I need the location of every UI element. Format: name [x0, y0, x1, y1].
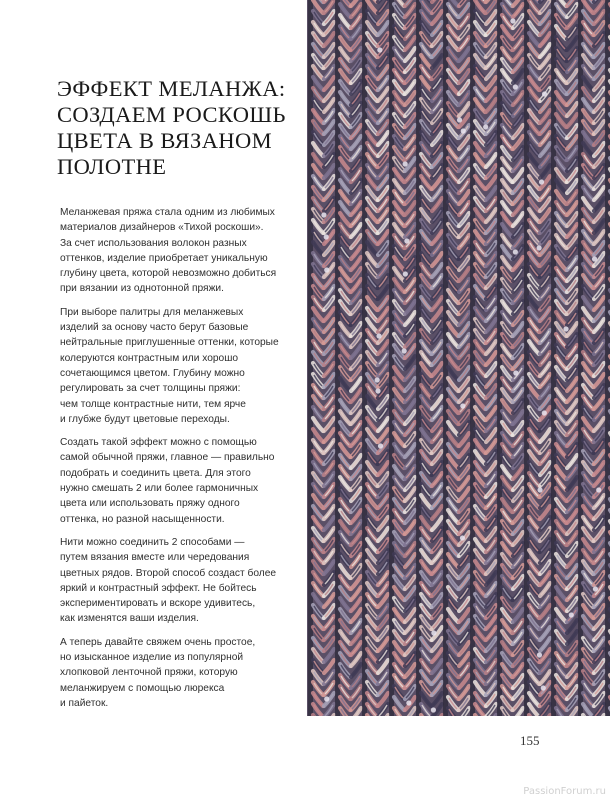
- paragraph-2: [60, 305, 300, 427]
- text-line: яркий и контрастный эффект. Не бойтесь: [60, 582, 257, 594]
- text-line: А теперь давайте свяжем очень простое,: [60, 636, 256, 648]
- text-line: самой обычной пряжи, главное — правильно: [60, 452, 275, 464]
- text-line: изделий за основу часто берут базовые: [60, 322, 249, 334]
- article-title: [57, 76, 297, 180]
- text-line: оттенков, изделие приобретает уникальную: [60, 252, 268, 264]
- text-line: Создать такой эффект можно с помощью: [60, 437, 257, 449]
- text-line: глубину цвета, которой невозможно добиться: [60, 268, 277, 280]
- watermark: PassionForum.ru: [523, 786, 606, 797]
- title-line: ЭФФЕКТ МЕЛАНЖА:: [57, 76, 286, 101]
- text-line: и глубже будут цветовые переходы.: [60, 413, 230, 425]
- text-line: экспериментировать и вскоре удивитесь,: [60, 598, 256, 610]
- title-line: ЦВЕТА В ВЯЗАНОМ: [57, 128, 273, 153]
- paragraph-3: [60, 435, 300, 527]
- title-line: ПОЛОТНЕ: [57, 154, 167, 179]
- article-body: [60, 205, 300, 719]
- text-line: Нити можно соединить 2 способами —: [60, 536, 245, 548]
- text-line: путем вязания вместе или чередования: [60, 552, 250, 564]
- text-line: хлопковой ленточной пряжи, которую: [60, 667, 238, 679]
- paragraph-4: [60, 535, 300, 627]
- text-line: Меланжевая пряжа стала одним из любимых: [60, 207, 275, 218]
- text-line: При выборе палитры для меланжевых: [60, 306, 244, 318]
- page-number: 155: [520, 733, 540, 748]
- knitted-fabric-photo: [307, 0, 610, 716]
- text-line: регулировать за счет толщины пряжи:: [60, 383, 241, 395]
- knit-texture-image: [307, 0, 610, 716]
- text-line: колеруются контрастным или хорошо: [60, 352, 239, 364]
- paragraph-1: [60, 205, 300, 297]
- text-line: при вязании из однотонной пряжи.: [60, 283, 224, 295]
- text-line: подобрать и соединить цвета. Для этого: [60, 467, 251, 479]
- text-line: нейтральные приглушенные оттенки, которые: [60, 337, 279, 349]
- text-line: как изменятся ваши изделия.: [60, 613, 199, 625]
- text-line: сочетающимся цветом. Глубину можно: [60, 367, 245, 379]
- text-line: материалов дизайнеров «Тихой роскоши».: [60, 222, 264, 234]
- text-line: чем толще контрастные нити, тем ярче: [60, 398, 246, 410]
- text-line: меланжируем с помощью люрекса: [60, 682, 225, 694]
- title-line: СОЗДАЕМ РОСКОШЬ: [57, 102, 286, 127]
- text-line: оттенка, но разной насыщенности.: [60, 513, 225, 525]
- text-line: цвета или использовать пряжу одного: [60, 498, 240, 510]
- text-line: и пайеток.: [60, 697, 109, 709]
- text-line: За счет использования волокон разных: [60, 237, 247, 249]
- text-line: но изысканное изделие из популярной: [60, 652, 244, 664]
- text-line: цветных рядов. Второй способ создаст более: [60, 567, 277, 579]
- paragraph-5: [60, 635, 300, 711]
- text-line: нужно смешать 2 или более гармоничных: [60, 483, 259, 495]
